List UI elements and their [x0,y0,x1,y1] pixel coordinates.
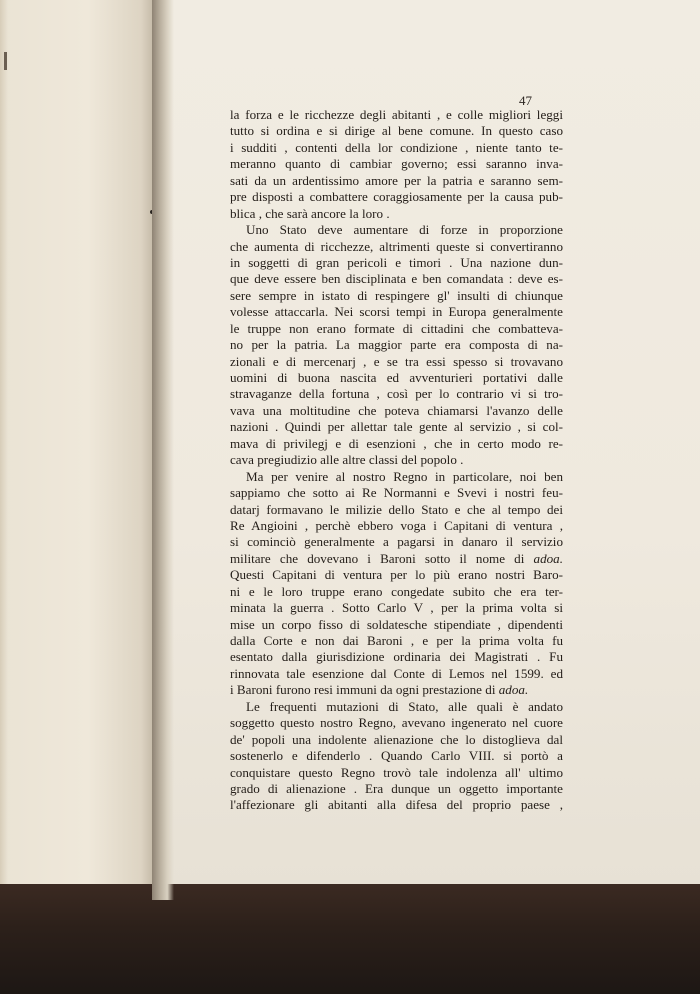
text-line: tutto si ordina e si dirige al bene comune. In questo caso [230,123,563,139]
text-line: in soggetti di gran pericoli e timori . Una nazione dun- [230,254,563,270]
text-line: Uno Stato deve aumentare di forze in proporzione [246,222,563,238]
text-line: che aumenta di ricchezze, altrimenti queste si convertiranno [230,238,563,254]
text-line: si cominciò generalmente a pagarsi in danaro il servizio [230,534,563,550]
text-line: stravaganze della fortuna , così per lo contrario vi si tro- [230,386,563,402]
text-span: i Baroni furono resi immuni da ogni prestazione di [230,682,496,698]
text-line: esentato dalla giurisdizione ordinaria dei Magistrati . Fu [230,649,563,665]
book-gutter-shadow [152,0,174,900]
text-line: mava di privilegj e di esenzioni , che in certo modo re- [230,435,563,451]
text-line: Re Angioini , perchè ebbero voga i Capitani di ventura , [230,517,563,533]
italic-word: adoa. [533,550,563,566]
text-line: minata la guerra . Sotto Carlo V , per la prima volta si [230,600,563,616]
scanner-background [0,884,700,994]
text-line: Le frequenti mutazioni di Stato, alle quali è andato [246,698,563,714]
text-line: de' popoli una indolente alienazione che lo distoglieva dal [230,731,563,747]
text-line: ni e le loro truppe erano congedate subito che era ter- [230,583,563,599]
text-line: uomini di buona nascita ed avventurieri portativi dalle [230,370,563,385]
text-line: sere sempre in istato di respingere gl' insulti di chiunque [230,287,563,303]
text-line: blica , che sarà ancore la loro . [230,205,390,221]
italic-word: adoa. [498,682,529,698]
text-line: datarj formavano le milizie dello Stato e che al tempo dei [230,501,563,517]
text-line: mise un corpo fisso di soldatesche stipendiate , dipendenti [230,616,563,632]
text-line: no per la patria. La maggior parte era composta di na- [230,337,563,353]
text-line: soggetto questo nostro Regno, avevano ingenerato nel cuore [230,715,563,731]
text-line: i sudditi , contenti della lor condizione , niente tanto te- [230,139,563,155]
text-line: que deve essere ben disciplinata e ben comandata : deve es- [230,271,563,287]
text-line: zionali e di mercenarj , e se tra essi spesso si trovavano [230,353,563,369]
body-text [230,107,563,814]
text-line: volesse attaccarla. Nei scorsi tempi in Europa generalmente [230,304,563,320]
text-line: sati da un ardentissimo amore per la patria e saranno sem- [230,172,563,188]
text-line: Ma per venire al nostro Regno in particolare, noi ben [246,468,563,484]
text-line: sostenerlo e difenderlo . Quando Carlo VIII. si portò a [230,748,563,764]
text-line: meranno quanto di cambiar governo; essi saranno inva- [230,156,563,172]
text-line: conquistare questo Regno trovò tale indolenza all' ultimo [230,764,563,780]
text-line: grado di alienazione . Era dunque un oggetto importante [230,780,563,796]
text-line-with-italic [230,551,563,567]
text-line: l'affezionare gli abitanti alla difesa del proprio paese , [230,797,563,813]
binding-mark [4,52,7,70]
text-line: Questi Capitani di ventura per lo più erano nostri Baro- [230,567,563,583]
left-page [0,0,160,900]
text-line: vava una moltitudine che poteva chiamarsi l'avanzo delle [230,402,563,418]
text-line: le truppe non erano formate di cittadini che combatteva- [230,320,563,336]
text-line: cava pregiudizio alle altre classi del popolo . [230,452,464,468]
text-span: militare che dovevano i Baroni sotto il nome di [230,550,525,566]
text-line: pre disposti a combattere coraggiosamente per la causa pub- [230,189,563,205]
text-line: dalla Corte e non dai Baroni , e per la prima volta fu [230,633,563,648]
text-line: nazioni . Quindi per allettar tale gente al servizio , si col- [230,419,563,435]
text-line: la forza e le ricchezze degli abitanti , e colle migliori leggi [230,107,563,122]
page-number: 47 [519,93,532,108]
page-edge [0,0,8,900]
text-line-with-italic [230,682,563,698]
text-line: sappiamo che sotto ai Re Normanni e Svevi i nostri feu- [230,485,563,501]
text-line: rinnovata tale esenzione dal Conte di Lemos nel 1599. ed [230,665,563,681]
